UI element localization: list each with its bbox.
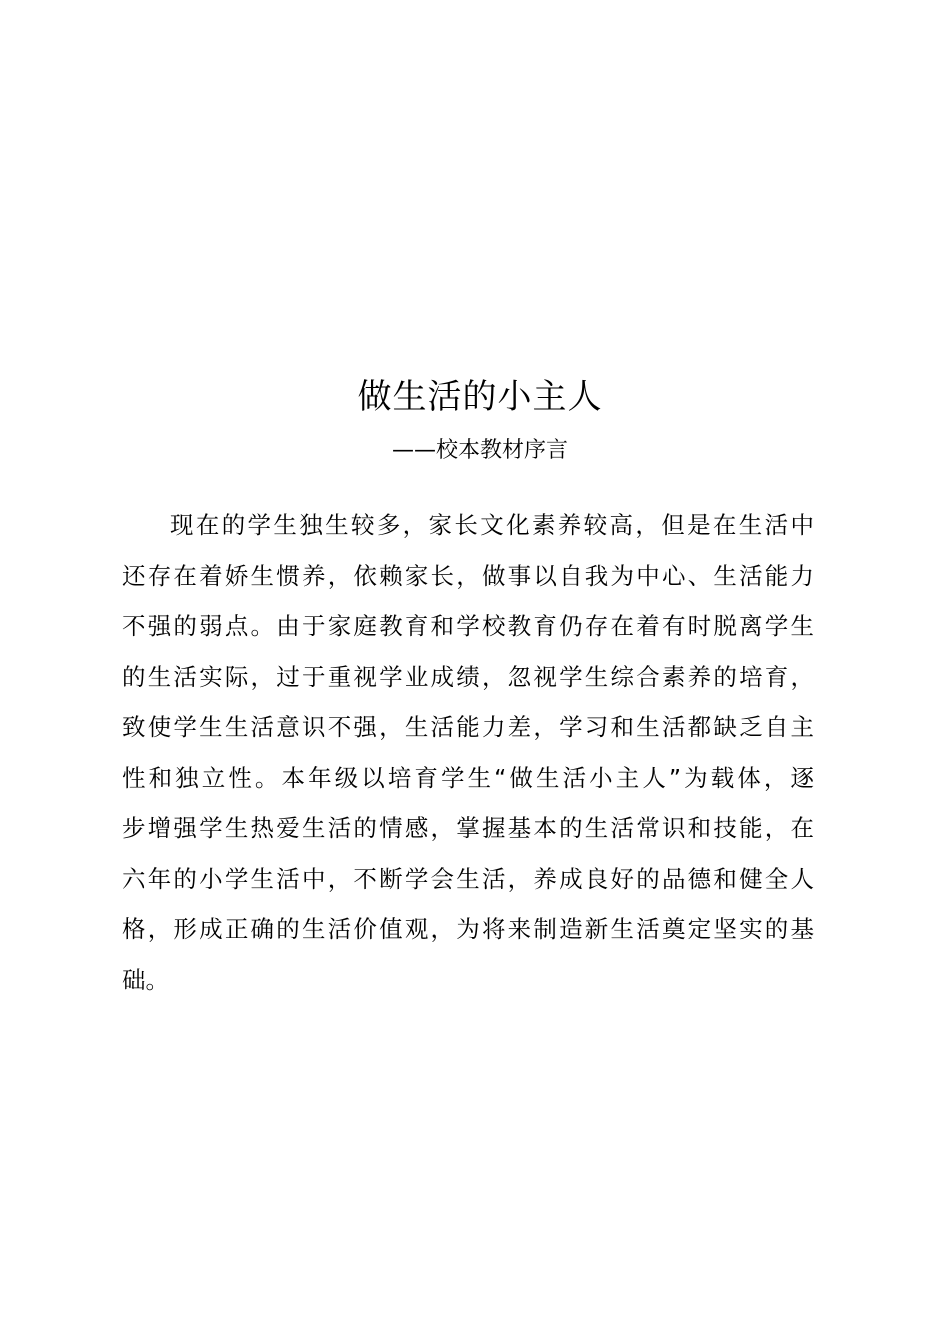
paragraph-line: 现在的学生独生较多，家长文化素养较高，但是在生活中	[170, 511, 814, 539]
paragraph-line: 致使学生生活意识不强，生活能力差，学习和生活都缺乏自主	[122, 713, 814, 741]
document-subtitle: ——校本教材序言	[391, 438, 568, 463]
paragraph-line: 格，形成正确的生活价值观，为将来制造新生活奠定坚实的基	[122, 915, 814, 943]
paragraph-line: 不强的弱点。由于家庭教育和学校教育仍存在着有时脱离学生	[122, 612, 814, 640]
paragraph-line: 步增强学生热爱生活的情感，掌握基本的生活常识和技能，在	[122, 814, 814, 842]
document-title: 做生活的小主人	[357, 377, 603, 417]
preface-paragraph	[122, 500, 814, 1005]
paragraph-line: 的生活实际，过于重视学业成绩，忽视学生综合素养的培育，	[122, 662, 814, 691]
paragraph-line: 础。	[122, 965, 169, 994]
paragraph-line: 还存在着娇生惯养，依赖家长，做事以自我为中心、生活能力	[122, 561, 814, 590]
paragraph-line: 性和独立性。本年级以培育学生“做生活小主人”为载体，逐	[122, 763, 814, 792]
paragraph-line: 六年的小学生活中，不断学会生活，养成良好的品德和健全人	[122, 864, 814, 893]
